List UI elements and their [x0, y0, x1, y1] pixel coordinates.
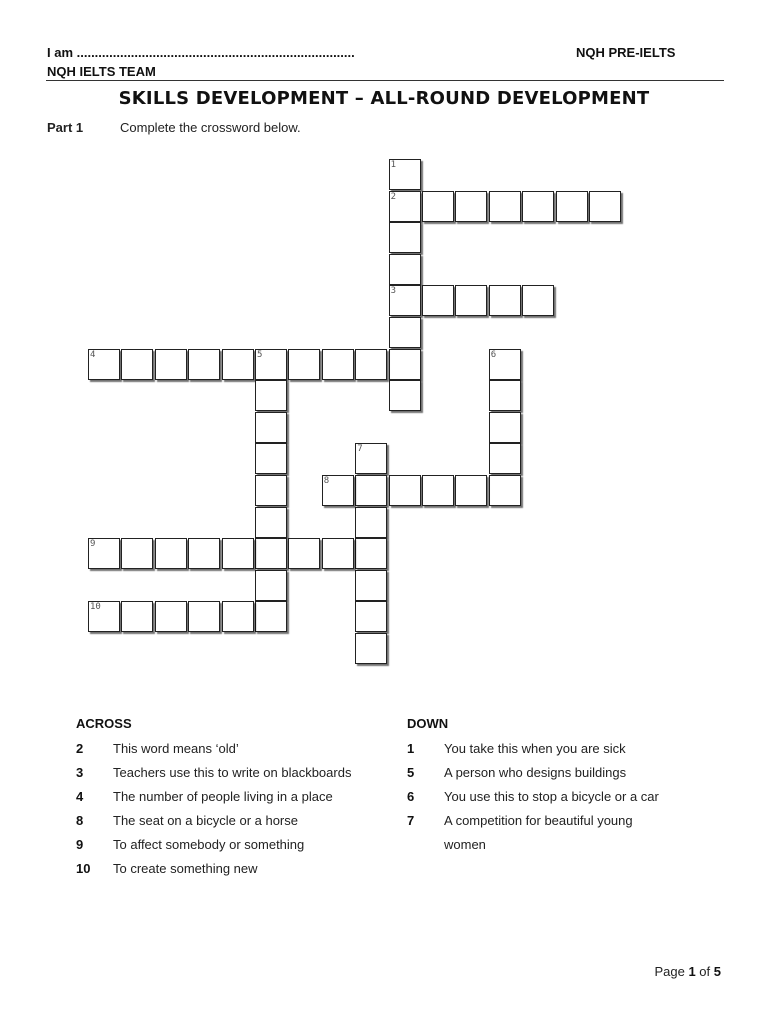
crossword-cell[interactable] [389, 191, 421, 222]
crossword-cell[interactable] [188, 601, 220, 632]
crossword-cell[interactable] [522, 285, 554, 316]
crossword-cell[interactable] [355, 570, 387, 601]
crossword-cell[interactable] [155, 601, 187, 632]
crossword-cell[interactable] [489, 285, 521, 316]
cell-number: 1 [390, 160, 397, 170]
clue-number: 7 [407, 813, 415, 828]
clue-text: You take this when you are sick [444, 741, 626, 756]
team-name: NQH IELTS TEAM [47, 64, 156, 79]
crossword-cell[interactable] [422, 191, 454, 222]
brand-name: NQH PRE-IELTS [576, 45, 676, 60]
crossword-cell[interactable] [222, 538, 254, 569]
crossword-cell[interactable] [288, 349, 320, 380]
crossword-cell[interactable] [322, 349, 354, 380]
clue-text: women [444, 837, 486, 852]
crossword-cell[interactable] [489, 191, 521, 222]
clue-number: 5 [407, 765, 415, 780]
clue-text: You use this to stop a bicycle or a car [444, 789, 659, 804]
crossword-cell[interactable] [389, 317, 421, 348]
crossword-cell[interactable] [389, 349, 421, 380]
cell-number: 3 [390, 286, 397, 297]
crossword-cell[interactable] [288, 538, 320, 569]
cell-number: 2 [390, 191, 397, 202]
crossword-cell[interactable] [422, 475, 454, 506]
total-pages: 5 [713, 964, 721, 979]
crossword-cell[interactable] [489, 443, 521, 474]
crossword-cell[interactable] [188, 538, 220, 569]
cell-number: 9 [90, 539, 96, 550]
crossword-cell[interactable] [88, 349, 120, 380]
down-heading: DOWN [407, 716, 449, 731]
crossword-cell[interactable] [389, 475, 421, 506]
crossword-cell[interactable] [389, 285, 421, 316]
cell-number: 8 [323, 476, 330, 486]
clue-number: 10 [76, 861, 91, 876]
clue-text: A person who designs buildings [444, 765, 627, 780]
clue-number: 4 [76, 789, 84, 804]
crossword-cell[interactable] [389, 254, 421, 285]
crossword-cell[interactable] [489, 349, 521, 380]
clue-number: 2 [76, 741, 84, 756]
crossword-cell[interactable] [455, 191, 487, 222]
crossword-cell[interactable] [355, 538, 387, 569]
current-page: 1 [688, 964, 696, 979]
crossword-cell[interactable] [355, 601, 387, 632]
crossword-cell[interactable] [389, 222, 421, 253]
clue-text: The number of people living in a place [113, 789, 333, 804]
header-divider [46, 80, 724, 81]
page-of: of [695, 964, 714, 979]
page-prefix: Page [654, 964, 689, 979]
cell-number: 7 [357, 444, 363, 455]
crossword-cell[interactable] [489, 412, 521, 443]
crossword-cell[interactable] [255, 443, 287, 474]
clue-text: The seat on a bicycle or a horse [113, 813, 298, 828]
clue-text: Teachers use this to write on blackboards [113, 765, 352, 780]
clue-number: 6 [407, 789, 415, 804]
crossword-cell[interactable] [121, 349, 153, 380]
clue-number: 1 [407, 741, 415, 756]
crossword-cell[interactable] [222, 349, 254, 380]
cell-number: 6 [490, 349, 497, 360]
crossword-cell[interactable] [188, 349, 220, 380]
clue-text: This word means ‘old’ [113, 741, 239, 756]
name-line: I am ............................................................................. [47, 45, 355, 60]
crossword-cell[interactable] [422, 285, 454, 316]
clue-text: To create something new [113, 861, 258, 876]
crossword-cell[interactable] [155, 349, 187, 380]
crossword-cell[interactable] [355, 443, 387, 474]
crossword-cell[interactable] [222, 601, 254, 632]
crossword-cell[interactable] [355, 507, 387, 538]
crossword-cell[interactable] [489, 475, 521, 506]
crossword-cell[interactable] [255, 349, 287, 380]
crossword-cell[interactable] [255, 601, 287, 632]
crossword-cell[interactable] [355, 475, 387, 506]
crossword-cell[interactable] [589, 191, 621, 222]
crossword-cell[interactable] [88, 538, 120, 569]
crossword-cell[interactable] [322, 538, 354, 569]
crossword-cell[interactable] [489, 380, 521, 411]
part-label: Part 1 [47, 120, 84, 135]
clue-text: To affect somebody or something [113, 837, 305, 852]
crossword-cell[interactable] [121, 601, 153, 632]
crossword-cell[interactable] [255, 412, 287, 443]
crossword-cell[interactable] [522, 191, 554, 222]
crossword-cell[interactable] [155, 538, 187, 569]
part-instruction: Complete the crossword below. [120, 120, 301, 135]
crossword-cell[interactable] [121, 538, 153, 569]
crossword-cell[interactable] [255, 507, 287, 538]
cell-number: 4 [90, 349, 96, 360]
crossword-cell[interactable] [355, 633, 387, 664]
clue-number: 3 [76, 765, 84, 780]
crossword-cell[interactable] [255, 538, 287, 569]
crossword-cell[interactable] [455, 285, 487, 316]
across-heading: ACROSS [76, 716, 132, 731]
clue-number: 8 [76, 813, 84, 828]
clue-number: 9 [76, 837, 84, 852]
cell-number: 5 [257, 349, 263, 360]
cell-number: 10 [90, 602, 101, 613]
crossword-cell[interactable] [322, 475, 354, 506]
crossword-cell[interactable] [355, 349, 387, 380]
crossword-cell[interactable] [255, 380, 287, 411]
crossword-cell[interactable] [255, 475, 287, 506]
crossword-cell[interactable] [556, 191, 588, 222]
crossword-cell[interactable] [88, 601, 120, 632]
page-indicator [654, 964, 721, 979]
clue-text: A competition for beautiful young [444, 813, 633, 828]
crossword-cell[interactable] [389, 159, 421, 190]
crossword-cell[interactable] [255, 570, 287, 601]
page-title: SKILLS DEVELOPMENT – ALL-ROUND DEVELOPMENT [118, 88, 650, 109]
crossword-cell[interactable] [389, 380, 421, 411]
crossword-cell[interactable] [455, 475, 487, 506]
